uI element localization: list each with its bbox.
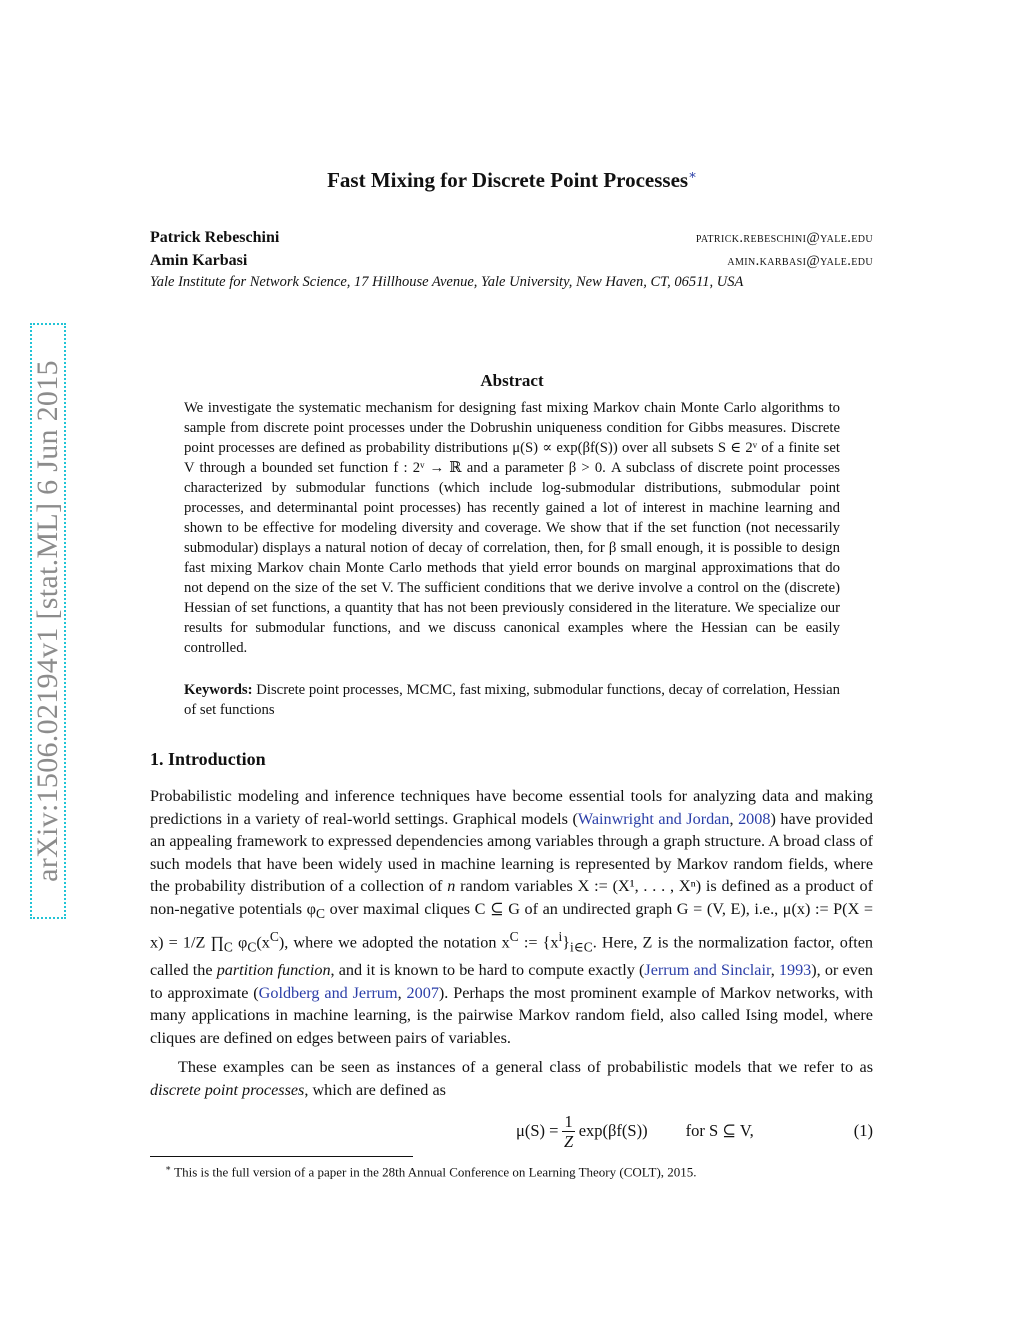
citation-authors[interactable]: Jerrum and Sinclair <box>644 961 771 980</box>
equation-body <box>516 1108 754 1154</box>
footnote-mark: ∗ <box>165 1163 172 1173</box>
arxiv-identifier: arXiv:1506.02194v1 [stat.ML] 6 Jun 2015 <box>31 360 64 882</box>
text-run: . Here, Z is the normalization factor, often called the <box>150 933 873 980</box>
text-run: ), or even to approximate ( <box>150 961 873 1002</box>
emphasis-term: partition function <box>216 961 331 980</box>
footnote-text: This is the full version of a paper in the 28th Annual Conference on Learning Theory (COLT), 2015. <box>174 1164 697 1180</box>
text-run: random variables X := (X¹, . . . , Xⁿ) is defined as a product of non-negative potentials φ <box>150 877 873 918</box>
author-email[interactable]: patrick.rebeschini@yale.edu <box>695 230 873 246</box>
citation-authors[interactable]: Wainwright and Jordan <box>577 809 730 828</box>
math-subscript: C <box>223 939 233 955</box>
citation-sep: , <box>770 961 779 980</box>
author-name: Patrick Rebeschini <box>150 229 280 246</box>
text-run: , and it is known to be hard to compute exactly ( <box>330 961 645 980</box>
equation-1 <box>150 1108 873 1154</box>
math-subscript: i∈C <box>570 939 593 955</box>
abstract-heading: Abstract <box>480 371 544 390</box>
text-run: ) have provided an appealing framework to expressed dependencies among variables through a graph structure. A broad class of such models that have been widely used in machine learning is represented by Markov random fields, where the probability distribution of a collection of <box>150 809 873 896</box>
keywords-label: Keywords: <box>184 682 253 698</box>
title-footnote-mark[interactable]: ∗ <box>688 167 697 182</box>
citation-link[interactable] <box>578 810 771 828</box>
citation-year[interactable]: 2007 <box>406 983 439 1002</box>
math-superscript: C <box>269 928 279 944</box>
math-subscript: C <box>247 939 257 955</box>
citation-sep: , <box>729 809 739 828</box>
paper-title-text: Fast Mixing for Discrete Point Processes <box>327 168 689 192</box>
citation-year[interactable]: 1993 <box>778 961 812 980</box>
section-heading: 1. Introduction <box>150 749 266 769</box>
text-run: φ <box>232 933 248 952</box>
text-run: ), where we adopted the notation x <box>278 933 510 952</box>
text-run: Probabilistic modeling and inference techniques have become essential tools for analyzing data and making predictions in a variety of real-world settings. Graphical models ( <box>150 787 873 828</box>
citation-year[interactable]: 2008 <box>738 809 771 828</box>
math-superscript: i <box>558 928 563 944</box>
equation-rhs: exp(βf(S)) <box>578 1121 648 1140</box>
citation-link[interactable] <box>259 984 439 1002</box>
intro-paragraph-1 <box>150 785 873 1049</box>
author-row-1 <box>150 229 873 247</box>
equation-lhs: μ(S) = <box>516 1121 559 1140</box>
text-run: } <box>562 933 570 952</box>
equation-fraction <box>562 1112 574 1151</box>
intro-paragraph-2 <box>150 1056 873 1101</box>
text-run: , which are defined as <box>304 1080 446 1099</box>
citation-authors[interactable]: Goldberg and Jerrum <box>258 983 398 1002</box>
text-run: These examples can be seen as instances of a general class of probabilistic models that we refer to as <box>178 1058 873 1076</box>
fraction-numerator: 1 <box>564 1111 573 1131</box>
fraction-denominator: Z <box>563 1131 574 1151</box>
math-symbol: n <box>447 877 456 896</box>
math-superscript: C <box>509 928 519 944</box>
citation-sep: , <box>397 983 407 1002</box>
abstract-body: We investigate the systematic mechanism for designing fast mixing Markov chain Monte Carlo algorithms to sample from discrete point processes under the Dobrushin uniqueness condition for Gibbs measures. Discrete point processes are defined as probability distributions μ(S) ∝ exp(βf(S)) over all subsets S ∈ 2ᵛ of a finite set V through a bounded set function f : 2ᵛ → ℝ and a parameter β > 0. A subclass of discrete point processes characterized by submodular functions (which include log-submodular distributions, submodular point processes, and determinantal point processes) has recently gained a lot of interest in machine learning and shown to be effective for modeling diversity and coverage. We show that if the set function (not necessarily submodular) displays a natural notion of decay of correlation, then, for β small enough, it is possible to design fast mixing Markov chain Monte Carlo methods that yield error bounds on marginal approximations that do not depend on the size of the set V. The sufficient conditions that we derive involve a control on the (discrete) Hessian of set functions, a quantity that has not been previously considered in the literature. We specialize our results for submodular functions, and we discuss canonical examples where the Hessian can be easily controlled. <box>184 400 840 656</box>
author-row-2 <box>150 252 873 270</box>
equation-condition: for S ⊆ V, <box>685 1121 754 1140</box>
text-run: ). Perhaps the most prominent example of Markov networks, with many applications in machine learning, is the pairwise Markov random field, also called Ising model, where cliques are defined on edges between pairs of variables. <box>150 983 874 1047</box>
author-name: Amin Karbasi <box>150 252 248 269</box>
keywords <box>184 680 840 720</box>
keywords-list: Discrete point processes, MCMC, fast mixing, submodular functions, decay of correlation, Hessian of set functions <box>184 682 840 718</box>
text-run: := {x <box>518 933 559 952</box>
math-subscript: C <box>315 906 325 922</box>
arxiv-sidebar-stamp <box>30 323 66 919</box>
text-run: (x <box>256 933 270 952</box>
citation-link[interactable] <box>644 961 811 979</box>
affiliation: Yale Institute for Network Science, 17 Hillhouse Avenue, Yale University, New Haven, CT, 06511, USA <box>150 274 744 290</box>
footnote <box>165 1163 697 1180</box>
emphasis-term: discrete point processes <box>150 1080 305 1099</box>
author-email[interactable]: amin.karbasi@yale.edu <box>727 253 873 269</box>
footnote-divider <box>150 1156 413 1157</box>
text-run: over maximal cliques C ⊆ G of an undirected graph G = (V, E), i.e., μ(x) := P(X = x) = 1/Z ∏ <box>150 899 873 952</box>
equation-number: (1) <box>853 1121 873 1140</box>
paper-title <box>0 167 1024 193</box>
